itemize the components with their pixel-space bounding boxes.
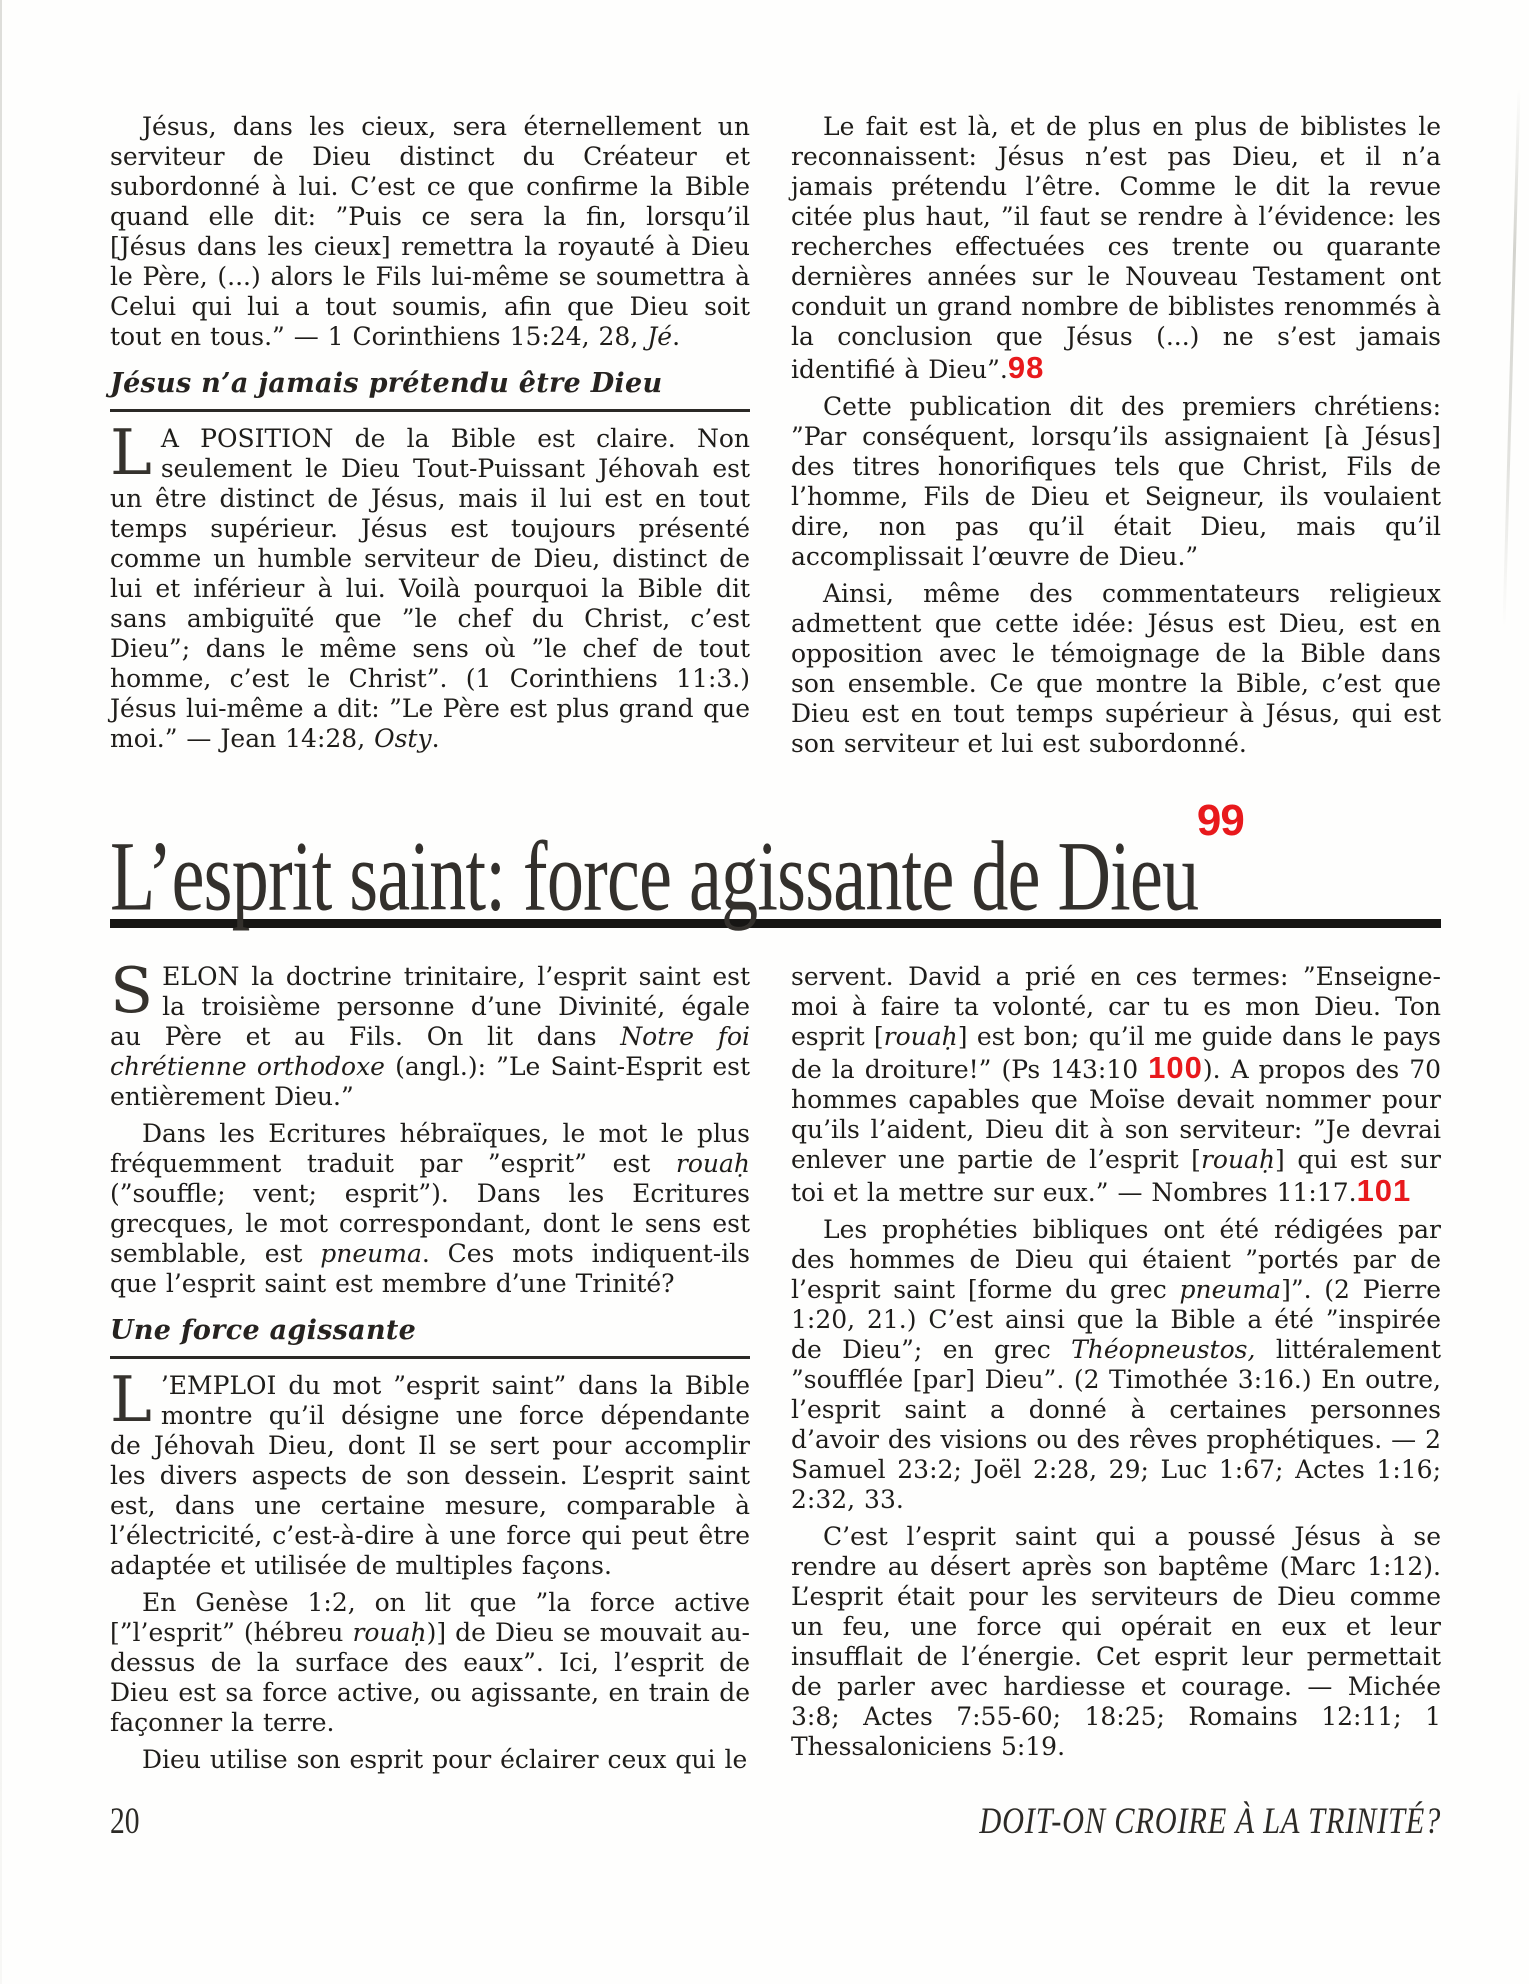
text-segment: (”souffle; vent; esprit”). Dans les Ecritures grecques, le mot correspondant, dont le sens est semblable, est [110, 1179, 750, 1268]
text-segment: servent. David a prié en ces termes: ”Enseigne-moi à faire ta volonté, car tu es mon Dieu. Ton esprit [ [791, 962, 1441, 1051]
publication-title: DOIT-ON CROIRE À LA TRINITÉ? [979, 1801, 1441, 1842]
paragraph [791, 1215, 1441, 1515]
text-segment: ] est bon; qu’il me guide dans le pays de la droiture!” (Ps 143:10 [791, 1022, 1441, 1084]
italic-text: pneuma [320, 1239, 422, 1268]
text-segment: . Ces mots indiquent-ils que l’esprit saint est membre d’une Trinité? [110, 1239, 750, 1298]
text-segment: )] de Dieu se mouvait au-dessus de la surface des eaux”. Ici, l’esprit de Dieu est sa force active, ou agissante, en train de façonner la terre. [110, 1618, 750, 1737]
paragraph [791, 1522, 1441, 1762]
italic-text: rouaḥ [1200, 1145, 1276, 1174]
text-segment: . [431, 724, 440, 753]
italic-text: rouaḥ [675, 1149, 750, 1178]
text-segment: ]”. (2 Pierre 1:20, 21.) C’est ainsi que la Bible a été ”inspirée de Dieu”; en grec [791, 1275, 1442, 1364]
article1-two-column-section [110, 112, 1441, 759]
article-title [110, 796, 1441, 932]
dropcap-letter: S [110, 954, 154, 1027]
article2-right-column [791, 962, 1441, 1762]
paragraph [110, 1363, 750, 1581]
text-segment: Dieu utilise son esprit pour éclairer ceux qui le [142, 1745, 748, 1774]
text-segment: littéralement ”soufflée [par] Dieu”. (2 Timothée 3:16.) En outre, l’esprit saint a donné à certaines personnes d’avoir des visions ou des rêves prophétiques. — 2 Samuel 23:2; Joël 2:28, 29; Luc 1:67; Actes 1:16; 2:32, 33. [791, 1335, 1441, 1514]
paragraph [110, 954, 750, 1112]
paragraph [791, 962, 1441, 1208]
page-edge-artifact-right [1502, 88, 1520, 628]
paragraph-text [110, 954, 750, 1111]
page-number: 20 [110, 1801, 140, 1842]
column-subheading: Une force agissante [110, 1315, 750, 1359]
text-segment: C’est l’esprit saint qui a poussé Jésus à se rendre au désert après son baptême (Marc 1:12). L’esprit était pour les serviteurs de Dieu comme un feu, une force qui opérait en eux et leur insufflait de l’énergie. Cet esprit leur permettait de parler avec hardiesse et courage. — Michée 3:8; Actes 7:55-60; 18:25; Romains 12:11; 1 Thessaloniciens 5:19. [791, 1522, 1441, 1761]
paragraph [110, 1119, 750, 1299]
page-content [110, 112, 1441, 1775]
paragraph [110, 112, 750, 352]
footnote-ref: 98 [1007, 350, 1045, 385]
dropcap-letter: L [110, 1363, 152, 1436]
page-edge-artifact-left [0, 0, 2, 1984]
paragraph [791, 392, 1441, 572]
footnote-ref-99: 99 [1196, 796, 1244, 845]
text-segment: Cette publication dit des premiers chrétiens: ”Par conséquent, lorsqu’ils assignaient [à Jésus] des titres honorifiques tels que Christ, Fils de l’homme, Fils de Dieu et Seigneur, ils voulaient dire, non pas qu’il était Dieu, mais qu’il accomplissait l’œuvre de Dieu.” [791, 392, 1441, 571]
paragraph [110, 416, 750, 754]
text-segment: En Genèse 1:2, on lit que ”la force active [”l’esprit” (hébreu [110, 1588, 750, 1647]
paragraph [791, 579, 1441, 759]
italic-text: rouaḥ [352, 1618, 427, 1647]
text-segment: ELON la doctrine trinitaire, l’esprit saint est la troisième personne d’une Divinité, égale au Père et au Fils. On lit dans [110, 962, 750, 1051]
text-segment: Ainsi, même des commentateurs religieux admettent que cette idée: Jésus est Dieu, est en opposition avec le témoignage de la Bible dans son ensemble. Ce que montre la Bible, c’est que Dieu est en tout temps supérieur à Jésus, qui est son serviteur et lui est subordonné. [791, 579, 1441, 758]
text-segment: Jésus, dans les cieux, sera éternellement un serviteur de Dieu distinct du Créateur et subordonné à lui. C’est ce que confirme la Bible quand elle dit: ”Puis ce sera la fin, lorsqu’il [Jésus dans les cieux] remettra la royauté à Dieu le Père, (...) alors le Fils lui-même se soumettra à Celui qui lui a tout soumis, afin que Dieu soit tout en tous.” — 1 Corinthiens 15:24, 28, [110, 112, 750, 351]
text-segment: ’EMPLOI du mot ”esprit saint” dans la Bible montre qu’il désigne une force dépendante de Jéhovah Dieu, dont Il se sert pour accomplir les divers aspects de son dessein. L’esprit saint est, dans une certaine mesure, comparable à l’électricité, c’est-à-dire à une force qui peut être adaptée et utilisée de multiples façons. [110, 1371, 750, 1580]
dropcap-letter: L [110, 416, 152, 489]
text-segment: ] qui est sur toi et la mettre sur eux.” — Nombres 11:17. [791, 1145, 1441, 1207]
paragraph [110, 1588, 750, 1738]
text-segment: Le fait est là, et de plus en plus de biblistes le reconnaissent: Jésus n’est pas Dieu, et il n’a jamais prétendu l’être. Comme le dit la revue citée plus haut, ”il faut se rendre à l’évidence: les recherches effectuées ces trente ou quarante dernières années sur le Nouveau Testament ont conduit un grand nombre de biblistes renommés à la conclusion que Jésus (...) ne s’est jamais identifié à Dieu”. [791, 112, 1441, 384]
italic-text: Notre foi chrétienne orthodoxe [110, 1022, 750, 1081]
footnote-ref: 101 [1356, 1173, 1412, 1208]
article2-left-column [110, 954, 750, 1775]
text-segment: (angl.): ”Le Saint-Esprit est entièrement Dieu.” [110, 1052, 750, 1111]
article-title-text [110, 796, 1244, 932]
article2-two-column-section [110, 954, 1442, 1775]
article2-header [110, 796, 1441, 932]
paragraph [110, 1745, 750, 1775]
paragraph-text [110, 1363, 750, 1580]
paragraph-text [110, 416, 750, 753]
italic-text: Osty [374, 724, 432, 753]
italic-text: Théopneustos, [1071, 1335, 1256, 1364]
text-segment: . [672, 322, 681, 351]
italic-text: rouaḥ [883, 1022, 958, 1051]
article1-left-column [110, 112, 750, 754]
italic-text: Jé [647, 322, 673, 351]
section-heading: Jésus n’a jamais prétendu être Dieu [110, 368, 750, 412]
paragraph [791, 112, 1441, 385]
footnote-ref: 100 [1148, 1050, 1203, 1085]
italic-text: pneuma [1179, 1275, 1282, 1304]
article1-right-column [791, 112, 1441, 759]
page-footer [110, 1800, 1441, 1843]
text-segment: ). A propos des 70 hommes capables que Moïse devait nommer pour qu’ils l’aident, Dieu dit à son serviteur: ”Je devrai enlever une partie de l’esprit [ [791, 1055, 1442, 1174]
text-segment: Dans les Ecritures hébraïques, le mot le plus fréquemment traduit par ”esprit” est [110, 1119, 750, 1178]
text-segment: Les prophéties bibliques ont été rédigées par des hommes de Dieu qui étaient ”portés par de l’esprit saint [forme du grec [791, 1215, 1441, 1304]
article-title-label: L’esprit saint: force agissante de Dieu [110, 820, 1199, 932]
text-segment: A POSITION de la Bible est claire. Non seulement le Dieu Tout-Puissant Jéhovah est un être distinct de Jésus, mais il lui est en tout temps supérieur. Jésus est toujours présenté comme un humble serviteur de Dieu, distinct de lui et inférieur à lui. Voilà pourquoi la Bible dit sans ambiguïté que ”le chef du Christ, c’est Dieu”; dans le même sens où ”le chef de tout homme, c’est le Christ”. (1 Corinthiens 11:3.) Jésus lui-même a dit: ”Le Père est plus grand que moi.” — Jean 14:28, [110, 424, 750, 753]
